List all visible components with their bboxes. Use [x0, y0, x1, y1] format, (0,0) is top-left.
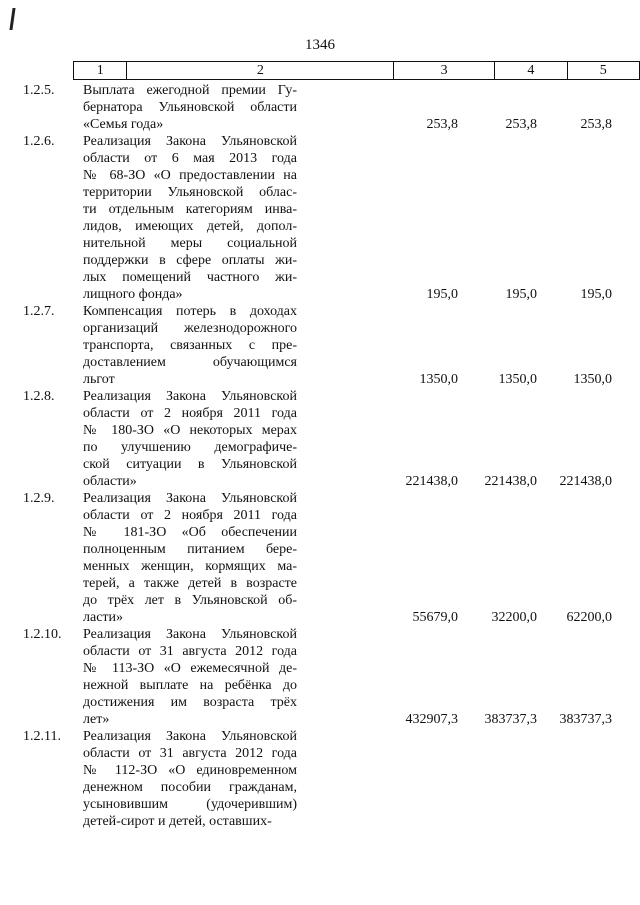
row-description: [83, 303, 297, 388]
description-line: Компенсация потерь в доходах: [83, 304, 297, 319]
description-line: достижения им возраста трёх: [83, 695, 297, 710]
col-header-5: 5: [567, 62, 639, 80]
description-line: Реализация Закона Ульяновской: [83, 627, 297, 642]
col-header-1: 1: [74, 62, 127, 80]
value-cell-v4: 1350,0: [498, 372, 537, 387]
description-line: Реализация Закона Ульяновской: [83, 389, 297, 404]
row-number: 1.2.7.: [23, 304, 55, 319]
row-number-cell: [0, 490, 73, 507]
table-row: [0, 303, 640, 388]
row-number: 1.2.5.: [23, 83, 55, 98]
description-line: № 68-ЗО «О предоставлении на: [83, 168, 297, 183]
description-line: лых помещений частного жи-: [83, 270, 297, 285]
row-number: 1.2.9.: [23, 491, 55, 506]
row-number: 1.2.8.: [23, 389, 55, 404]
value-cell-v4: 383737,3: [484, 712, 537, 727]
description-line: нительной меры социальной: [83, 236, 297, 251]
description-line: нежной выплате на ребёнка до: [83, 678, 297, 693]
table-row: [0, 388, 640, 490]
description-line: по улучшению демографиче-: [83, 440, 297, 455]
description-line: № 112-ЗО «О единовременном: [83, 763, 297, 778]
row-description: [83, 626, 297, 728]
value-cell-v5: 221438,0: [559, 474, 612, 489]
value-cell-v3: 221438,0: [405, 474, 458, 489]
description-line: усыновившим (удочерившим): [83, 797, 297, 812]
description-line: Реализация Закона Ульяновской: [83, 134, 297, 149]
col-header-2: 2: [127, 62, 394, 80]
description-line: транспорта, связанных с пре-: [83, 338, 297, 353]
row-number-cell: [0, 303, 73, 320]
description-line: ласти»: [83, 610, 124, 625]
row-description: [83, 133, 297, 303]
table-row: [0, 728, 640, 830]
description-line: территории Ульяновской облас-: [83, 185, 297, 200]
row-number-cell: [0, 626, 73, 643]
description-line: № 113-ЗО «О ежемесячной де-: [83, 661, 297, 676]
col-header-4: 4: [495, 62, 567, 80]
description-line: Реализация Закона Ульяновской: [83, 491, 297, 506]
value-cell-v5: 1350,0: [573, 372, 612, 387]
value-cell-v3: 1350,0: [419, 372, 458, 387]
description-line: № 181-ЗО «Об обеспечении: [83, 525, 297, 540]
value-cell-v5: 195,0: [580, 287, 612, 302]
row-description: [83, 728, 297, 830]
row-number-cell: [0, 82, 73, 99]
description-line: области»: [83, 474, 137, 489]
description-line: лищного фонда»: [83, 287, 183, 302]
description-line: ской ситуации в Ульяновской: [83, 457, 297, 472]
value-cell-v4: 253,8: [505, 117, 537, 132]
description-line: льгот: [83, 372, 115, 387]
description-line: денежном пособии гражданам,: [83, 780, 297, 795]
row-number-cell: [0, 728, 73, 745]
table-row: [0, 490, 640, 626]
value-cell-v3: 432907,3: [405, 712, 458, 727]
description-line: лет»: [83, 712, 110, 727]
row-number-cell: [0, 133, 73, 150]
row-number: 1.2.11.: [23, 729, 61, 744]
value-cell-v5: 253,8: [580, 117, 612, 132]
value-cell-v4: 221438,0: [484, 474, 537, 489]
value-cell-v4: 195,0: [505, 287, 537, 302]
row-description: [83, 82, 297, 133]
description-line: до трёх лет в Ульяновской об-: [83, 593, 297, 608]
description-line: детей-сирот и детей, оставших-: [83, 814, 272, 829]
col-header-3: 3: [394, 62, 495, 80]
description-line: лидов, имеющих детей, допол-: [83, 219, 297, 234]
description-line: организаций железнодорожного: [83, 321, 297, 336]
description-line: ти отдельным категориям инва-: [83, 202, 297, 217]
description-line: доставлением обучающимся: [83, 355, 297, 370]
row-description: [83, 490, 297, 626]
description-line: менных женщин, кормящих ма-: [83, 559, 297, 574]
row-number-cell: [0, 388, 73, 405]
description-line: поддержки в сфере оплаты жи-: [83, 253, 297, 268]
description-line: Выплата ежегодной премии Гу-: [83, 83, 297, 98]
value-cell-v3: 253,8: [426, 117, 458, 132]
description-line: области от 31 августа 2012 года: [83, 746, 297, 761]
value-cell-v3: 55679,0: [412, 610, 458, 625]
description-line: № 180-ЗО «О некоторых мерах: [83, 423, 297, 438]
table-row: [0, 82, 640, 133]
row-description: [83, 388, 297, 490]
value-cell-v5: 383737,3: [559, 712, 612, 727]
value-cell-v3: 195,0: [426, 287, 458, 302]
value-cell-v4: 32200,0: [491, 610, 537, 625]
description-line: области от 6 мая 2013 года: [83, 151, 297, 166]
table-row: [0, 626, 640, 728]
table-row: [0, 133, 640, 303]
description-line: «Семья года»: [83, 117, 164, 132]
description-line: Реализация Закона Ульяновской: [83, 729, 297, 744]
description-line: области от 2 ноября 2011 года: [83, 508, 297, 523]
description-line: терей, а также детей в возрасте: [83, 576, 297, 591]
description-line: полноценным питанием бере-: [83, 542, 297, 557]
table-body: [0, 82, 640, 830]
page-number: 1346: [305, 37, 335, 53]
value-cell-v5: 62200,0: [566, 610, 612, 625]
row-number: 1.2.10.: [23, 627, 62, 642]
table-header: [73, 61, 640, 80]
row-number: 1.2.6.: [23, 134, 55, 149]
description-line: бернатора Ульяновской области: [83, 100, 297, 115]
description-line: области от 2 ноября 2011 года: [83, 406, 297, 421]
description-line: области от 31 августа 2012 года: [83, 644, 297, 659]
corner-mark: [9, 8, 15, 30]
